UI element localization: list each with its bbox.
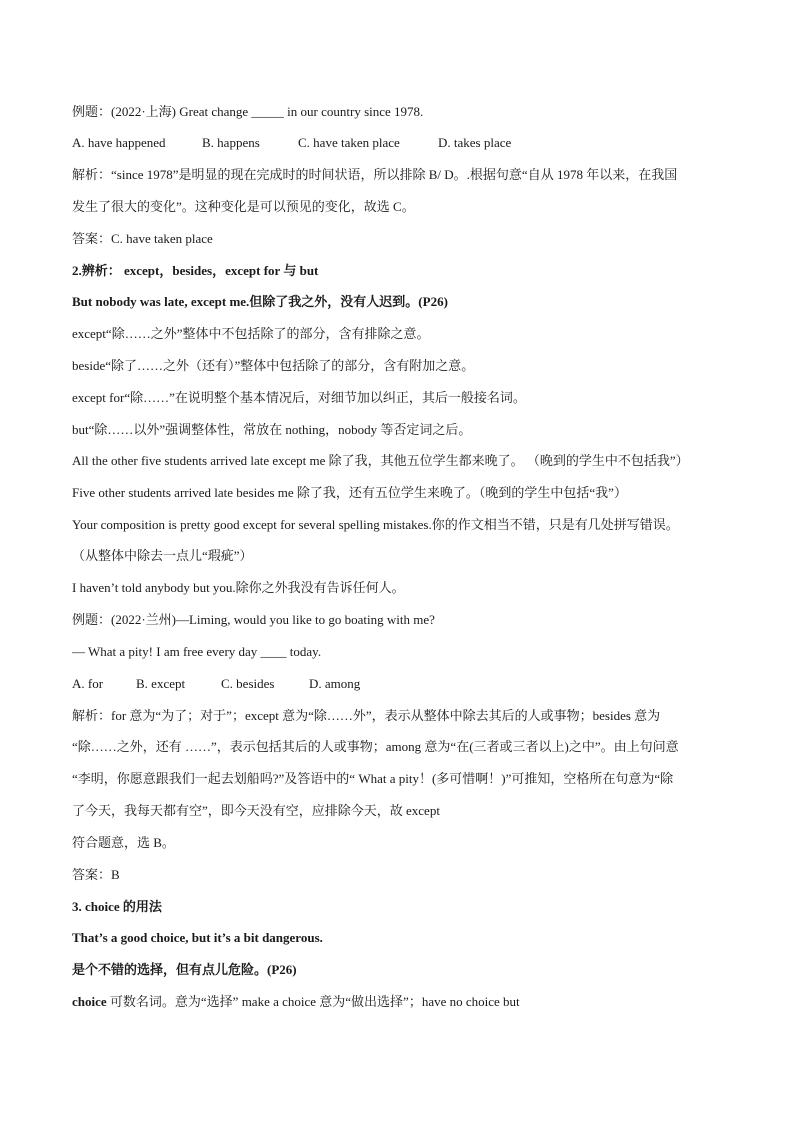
example1-option-d: D. takes place (438, 135, 512, 150)
section2-text-line: except“除……之外”整体中不包括除了的部分，含有排除之意。 (72, 326, 430, 341)
section2-heading: 2.辨析： except，besides，except for 与 but (72, 263, 319, 278)
example2-analysis: 解析：for 意为“为了；对于”；except 意为“除……外”，表示从整体中除去其后的人或事物；besides 意为 (72, 708, 661, 723)
example2-options (72, 675, 360, 693)
example1-option-c: C. have taken place (298, 135, 400, 150)
example2-analysis: “李明，你愿意跟我们一起去划船吗?”及答语中的“ What a pity！(多可惜啊！)”可推知，空格所在句意为“除 (72, 771, 674, 786)
example2-analysis: 符合题意，选 B。 (72, 835, 175, 850)
section2-text-line: beside“除了……之外（还有）”整体中包括除了的部分，含有附加之意。 (72, 358, 475, 373)
section2-text-line: （从整体中除去一点儿“瑕疵”） (72, 548, 253, 563)
section3-note-text: 可数名词。意为“选择” make a choice 意为“做出选择”；have no choice but (106, 994, 520, 1009)
example2-answer: 答案：B (72, 867, 120, 882)
example1-answer: 答案：C. have taken place (72, 231, 213, 246)
example2-option-d: D. among (309, 676, 361, 691)
section3-note-term: choice (72, 994, 107, 1009)
section2-text-line: All the other five students arrived late except me 除了我，其他五位学生都来晚了。 （晚到的学生中不包括我”） (72, 453, 689, 468)
example2-option-c: C. besides (221, 676, 275, 691)
section2-text-line: Five other students arrived late besides me 除了我，还有五位学生来晚了。（晚到的学生中包括“我”） (72, 485, 627, 500)
example2-question: 例题：(2022·兰州)—Liming, would you like to go boating with me? (72, 612, 435, 627)
example1-option-a: A. have happened (72, 135, 166, 150)
section2-text-line: but“除……以外”强调整体性，常放在 nothing，nobody 等否定词之后。 (72, 422, 472, 437)
section2-example-sentence: But nobody was late, except me.但除了我之外，没有人迟到。(P26) (72, 294, 448, 309)
section2-text-line: except for“除……”在说明整个基本情况后，对细节加以纠正，其后一般接名词。 (72, 390, 526, 405)
section3-example-en: That’s a good choice, but it’s a bit dangerous. (72, 930, 323, 945)
example2-analysis: 了今天，我每天都有空”，即今天没有空，应排除今天，故 except (72, 803, 440, 818)
section2-text-line: I haven’t told anybody but you.除你之外我没有告诉任何人。 (72, 580, 405, 595)
section2-text-line: Your composition is pretty good except for several spelling mistakes.你的作文相当不错，只是有几处拼写错误。 (72, 517, 679, 532)
section3-note (72, 993, 520, 1011)
example2-question: — What a pity! I am free every day ____ today. (72, 644, 322, 659)
example1-options (72, 134, 511, 152)
example1-analysis: 解析：“since 1978”是明显的现在完成时的时间状语，所以排除 B/ D。.根据句意“自从 1978 年以来，在我国 (72, 167, 678, 182)
example2-option-b: B. except (136, 676, 186, 691)
section3-example-zh: 是个不错的选择，但有点儿危险。(P26) (72, 962, 297, 977)
example2-option-a: A. for (72, 676, 104, 691)
example1-analysis: 发生了很大的变化”。这种变化是可以预见的变化，故选 C。 (72, 199, 415, 214)
example1-question: 例题：(2022·上海) Great change _____ in our country since 1978. (72, 104, 424, 119)
example1-option-b: B. happens (202, 135, 260, 150)
example2-analysis: “除……之外，还有 ……”，表示包括其后的人或事物；among 意为“在(三者或三者以上)之中”。由上句问意 (72, 739, 679, 754)
section3-heading: 3. choice 的用法 (72, 899, 162, 914)
